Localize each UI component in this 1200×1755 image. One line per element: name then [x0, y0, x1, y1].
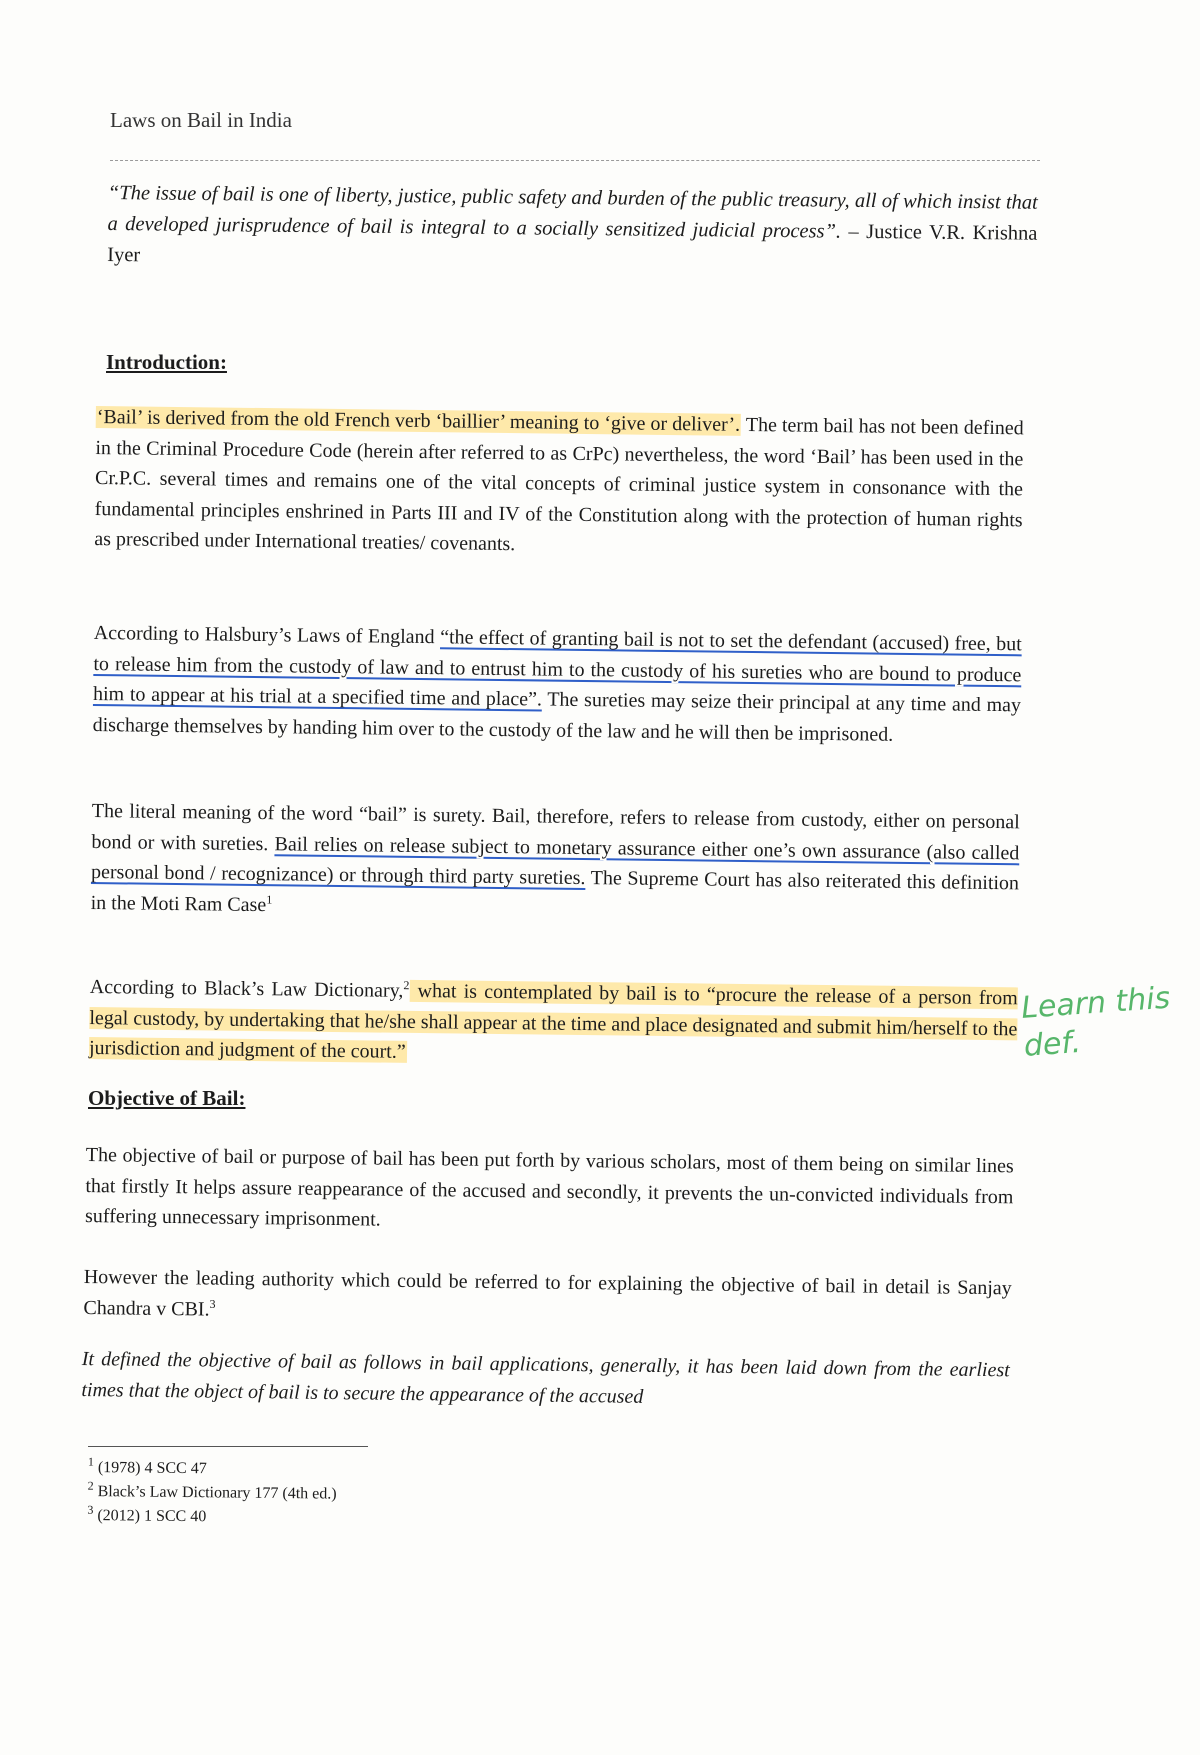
running-head: Laws on Bail in India: [110, 108, 292, 132]
header-rule: [110, 160, 1040, 161]
epigraph: [107, 178, 1038, 281]
footnote-item: $^2$ Black’s Law Dictionary 177 (4th ed.): [87, 1478, 337, 1503]
objective-heading: Objective of Bail:: [88, 1086, 246, 1110]
intro-paragraph-3: The literal meaning of the word “bail” is surety. Bail, therefore, refers to release from custody, either on personal bond or with sureties. Bail relies on release subject to monetary assurance either one’s own assurance (also called personal bond / recognizance) or through third party sureties. The Supreme Court has also reiterated this definition in the Moti Ram Case$^1$: [90, 799, 1020, 916]
footnote-ref: 1: [266, 891, 273, 907]
intro-paragraph-4: According to Black’s Law Dictionary,$^2$ what is contemplated by bail is to “procure the release of a person from legal custody, by undertaking that he/she shall appear at the time and place designated and submit him/herself to the jurisdiction and judgment of the court.”: [88, 975, 1018, 1063]
highlighted-text: what is contemplated by bail is to “procure the release of a person from legal custody, by undertaking that he/she shall appear at the time and place designated and submit him/herself to the jurisdiction and judgment of the court.”: [88, 979, 1018, 1063]
objective-paragraph-2: However the leading authority which could be referred to for explaining the objective of bail in detail is Sanjay Chandra v CBI.$^3$: [83, 1265, 1012, 1321]
objective-paragraph-1: The objective of bail or purpose of bail has been put forth by various scholars, most of them being on similar lines that firstly It helps assure reappearance of the accused and secondly, it prevents the un-convicted individuals from suffering unnecessary imprisonment.: [84, 1143, 1014, 1231]
epigraph-attribution: – Justice V.R. Krishna Iyer: [107, 220, 1038, 267]
footnote-item: $^3$ (2012) 1 SCC 40: [87, 1502, 207, 1526]
intro-paragraph-1: ‘Bail’ is derived from the old French verb ‘baillier’ meaning to ‘give or deliver’. The term bail has not been defined in the Criminal Procedure Code (herein after referred to as CrPc) nevertheless, the word ‘Bail’ has been used in the Cr.P.C. several times and remains one of the vital concepts of criminal justice system in consonance with the fundamental principles enshrined in Parts III and IV of the Constitution along with the protection of human rights as prescribed under International treaties/ covenants.: [94, 406, 1024, 556]
footnote-ref: 2: [403, 978, 410, 993]
footnote-rule: [88, 1446, 368, 1447]
footnotes: [87, 1456, 337, 1531]
footnote-item: $^1$ (1978) 4 SCC 47: [87, 1454, 207, 1478]
highlighted-text: ‘Bail’ is derived from the old French verb ‘baillier’ meaning to ‘give or deliver’.: [96, 406, 741, 436]
handwritten-note: Learn this def.: [1020, 980, 1172, 1064]
underlined-text: “the effect of granting bail is not to set the defendant (accused) free, but to release him from the custody of law and to entrust him to the custody of his sureties who are bound to produce him to appear at his trial at a specified time and place”.: [92, 626, 1022, 711]
introduction-heading: Introduction:: [106, 350, 227, 374]
footnote-ref: 3: [209, 1296, 216, 1311]
epigraph-quote: “The issue of bail is one of liberty, justice, public safety and burden of the public treasury, all of which insist that a developed jurisprudence of bail is integral to a socially sensitized judicial process”.: [107, 181, 1038, 243]
intro-paragraph-2: According to Halsbury’s Laws of England “the effect of granting bail is not to set the defendant (accused) free, but to release him from the custody of law and to entrust him to the custody of his sureties who are bound to produce him to appear at his trial at a specified time and place”. The sureties may seize their principal at any time and may discharge themselves by handing him over to the custody of the law and he will then be imprisoned.: [92, 621, 1022, 746]
objective-paragraph-3: It defined the objective of bail as follows in bail applications, generally, it has been laid down from the earliest times that the object of bail is to secure the appearance of the accused: [81, 1347, 1010, 1408]
underlined-text: Bail relies on release subject to monetary assurance either one’s own assurance (also called personal bond / recognizance) or through third party sureties.: [90, 832, 1020, 890]
